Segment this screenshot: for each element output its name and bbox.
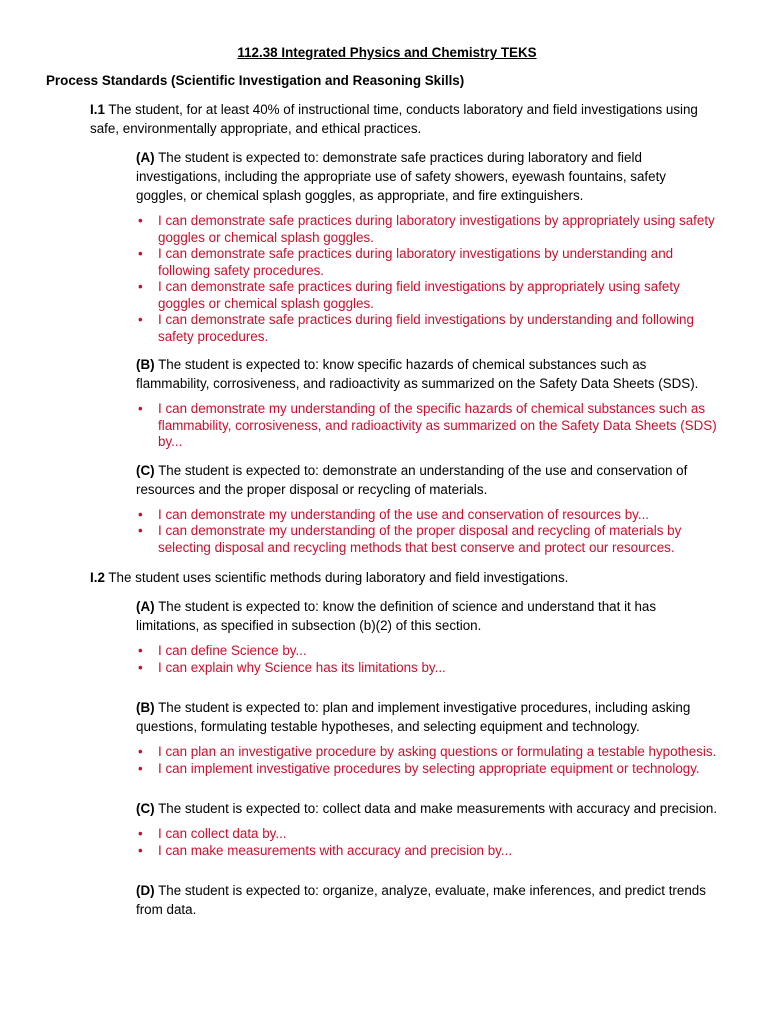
standard-code: I.1 xyxy=(90,102,105,117)
list-item-text: I can explain why Science has its limitations by... xyxy=(158,659,446,675)
substandard-i2-c xyxy=(46,799,728,859)
list-item xyxy=(136,523,718,556)
list-item xyxy=(136,660,718,677)
list-item-text: I can define Science by... xyxy=(158,643,307,658)
bullet-icon: • xyxy=(138,246,143,261)
list-item-text: I can demonstrate safe practices during field investigations by understanding and following safety procedures. xyxy=(158,312,694,344)
list-item xyxy=(136,213,718,246)
substandard-text: The student is expected to: know specific hazards of chemical substances such as flammability, corrosiveness, and radioactivity as summarized on the Safety Data Sheets (SDS). xyxy=(136,357,699,391)
substandard-i1-c xyxy=(46,461,728,557)
substandard-text: The student is expected to: collect data and make measurements with accuracy and precision. xyxy=(154,801,718,816)
substandard-text: The student is expected to: plan and implement investigative procedures, including asking questions, formulating testable hypotheses, and selecting equipment and technology. xyxy=(136,700,691,734)
bullet-icon: • xyxy=(138,401,143,416)
document-title: 112.38 Integrated Physics and Chemistry TEKS xyxy=(237,45,537,60)
substandard-code: (B) xyxy=(136,700,155,715)
substandard-text: The student is expected to: demonstrate safe practices during laboratory and field investigations, including the appropriate use of safety showers, eyewash fountains, safety goggles, or chemical splash goggles, as appropriate, and fire extinguishers. xyxy=(136,150,666,203)
list-item-text: I can demonstrate safe practices during laboratory investigations by understanding and following safety procedures. xyxy=(158,246,674,278)
substandard-i2-d xyxy=(46,881,728,919)
substandard-code: (A) xyxy=(136,150,155,165)
substandard-description xyxy=(136,881,718,919)
i-can-list xyxy=(136,744,718,777)
bullet-icon: • xyxy=(138,312,143,327)
list-item xyxy=(136,643,718,660)
i-can-list xyxy=(136,507,718,557)
list-item-text: I can collect data by... xyxy=(158,826,287,841)
bullet-icon: • xyxy=(138,744,143,759)
bullet-icon: • xyxy=(138,842,143,858)
list-item-text: I can demonstrate my understanding of the proper disposal and recycling of materials by selecting disposal and recycling methods that best conserve and protect our resources. xyxy=(158,523,682,555)
bullet-icon: • xyxy=(138,279,143,294)
list-item xyxy=(136,507,718,524)
substandard-code: (C) xyxy=(136,801,155,816)
list-item xyxy=(136,761,718,778)
standard-text: The student, for at least 40% of instructional time, conducts laboratory and field investigations using safe, environmentally appropriate, and ethical practices. xyxy=(90,102,698,136)
substandard-description xyxy=(136,148,718,205)
standard-text: The student uses scientific methods during laboratory and field investigations. xyxy=(104,570,569,585)
list-item-text: I can implement investigative procedures by selecting appropriate equipment or technology. xyxy=(158,760,700,776)
list-item-text: I can demonstrate safe practices during laboratory investigations by appropriately using safety goggles or chemical splash goggles. xyxy=(158,213,715,245)
i-can-list xyxy=(136,826,718,859)
list-item-text: I can plan an investigative procedure by asking questions or formulating a testable hypothesis. xyxy=(158,744,717,759)
list-item xyxy=(136,401,718,451)
substandard-code: (D) xyxy=(136,883,155,898)
standard-i2 xyxy=(90,568,728,587)
substandard-i2-b xyxy=(46,698,728,777)
i-can-list xyxy=(136,643,718,676)
standard-i1 xyxy=(90,100,728,138)
substandard-i1-a xyxy=(46,148,728,345)
substandard-code: (C) xyxy=(136,462,155,478)
substandard-description xyxy=(136,799,718,818)
substandard-code: (A) xyxy=(136,599,155,614)
section-heading: Process Standards (Scientific Investigation and Reasoning Skills) xyxy=(46,73,465,88)
bullet-icon: • xyxy=(138,760,143,776)
list-item xyxy=(136,279,718,312)
substandard-text: The student is expected to: demonstrate an understanding of the use and conservation of resources and the proper disposal or recycling of materials. xyxy=(136,462,688,497)
list-item xyxy=(136,744,718,761)
bullet-icon: • xyxy=(138,643,143,658)
list-item-text: I can make measurements with accuracy and precision by... xyxy=(158,842,513,858)
list-item-text: I can demonstrate my understanding of the specific hazards of chemical substances such as flammability, corrosiveness, and radioactivity as summarized on the Safety Data Sheets (SDS) by... xyxy=(158,401,717,449)
bullet-icon: • xyxy=(138,213,143,228)
i-can-list xyxy=(136,213,718,345)
substandard-code: (B) xyxy=(136,357,155,372)
list-item xyxy=(136,246,718,279)
bullet-icon: • xyxy=(138,826,143,841)
list-item xyxy=(136,312,718,345)
standard-code: I.2 xyxy=(90,570,105,585)
substandard-text: The student is expected to: organize, analyze, evaluate, make inferences, and predict trends from data. xyxy=(136,883,706,917)
substandard-description xyxy=(136,698,718,736)
list-item-text: I can demonstrate my understanding of the use and conservation of resources by... xyxy=(158,506,650,522)
list-item xyxy=(136,826,718,843)
bullet-icon: • xyxy=(138,523,143,538)
bullet-icon: • xyxy=(138,659,143,675)
substandard-description xyxy=(136,355,718,393)
list-item xyxy=(136,843,718,860)
substandard-description xyxy=(136,461,718,499)
i-can-list xyxy=(136,401,718,451)
substandard-i2-a xyxy=(46,597,728,676)
list-item-text: I can demonstrate safe practices during field investigations by appropriately using safety goggles or chemical splash goggles. xyxy=(158,279,680,311)
substandard-description xyxy=(136,597,718,635)
substandard-i1-b xyxy=(46,355,728,451)
substandard-text: The student is expected to: know the definition of science and understand that it has limitations, as specified in subsection (b)(2) of this section. xyxy=(136,599,657,633)
bullet-icon: • xyxy=(138,506,143,522)
